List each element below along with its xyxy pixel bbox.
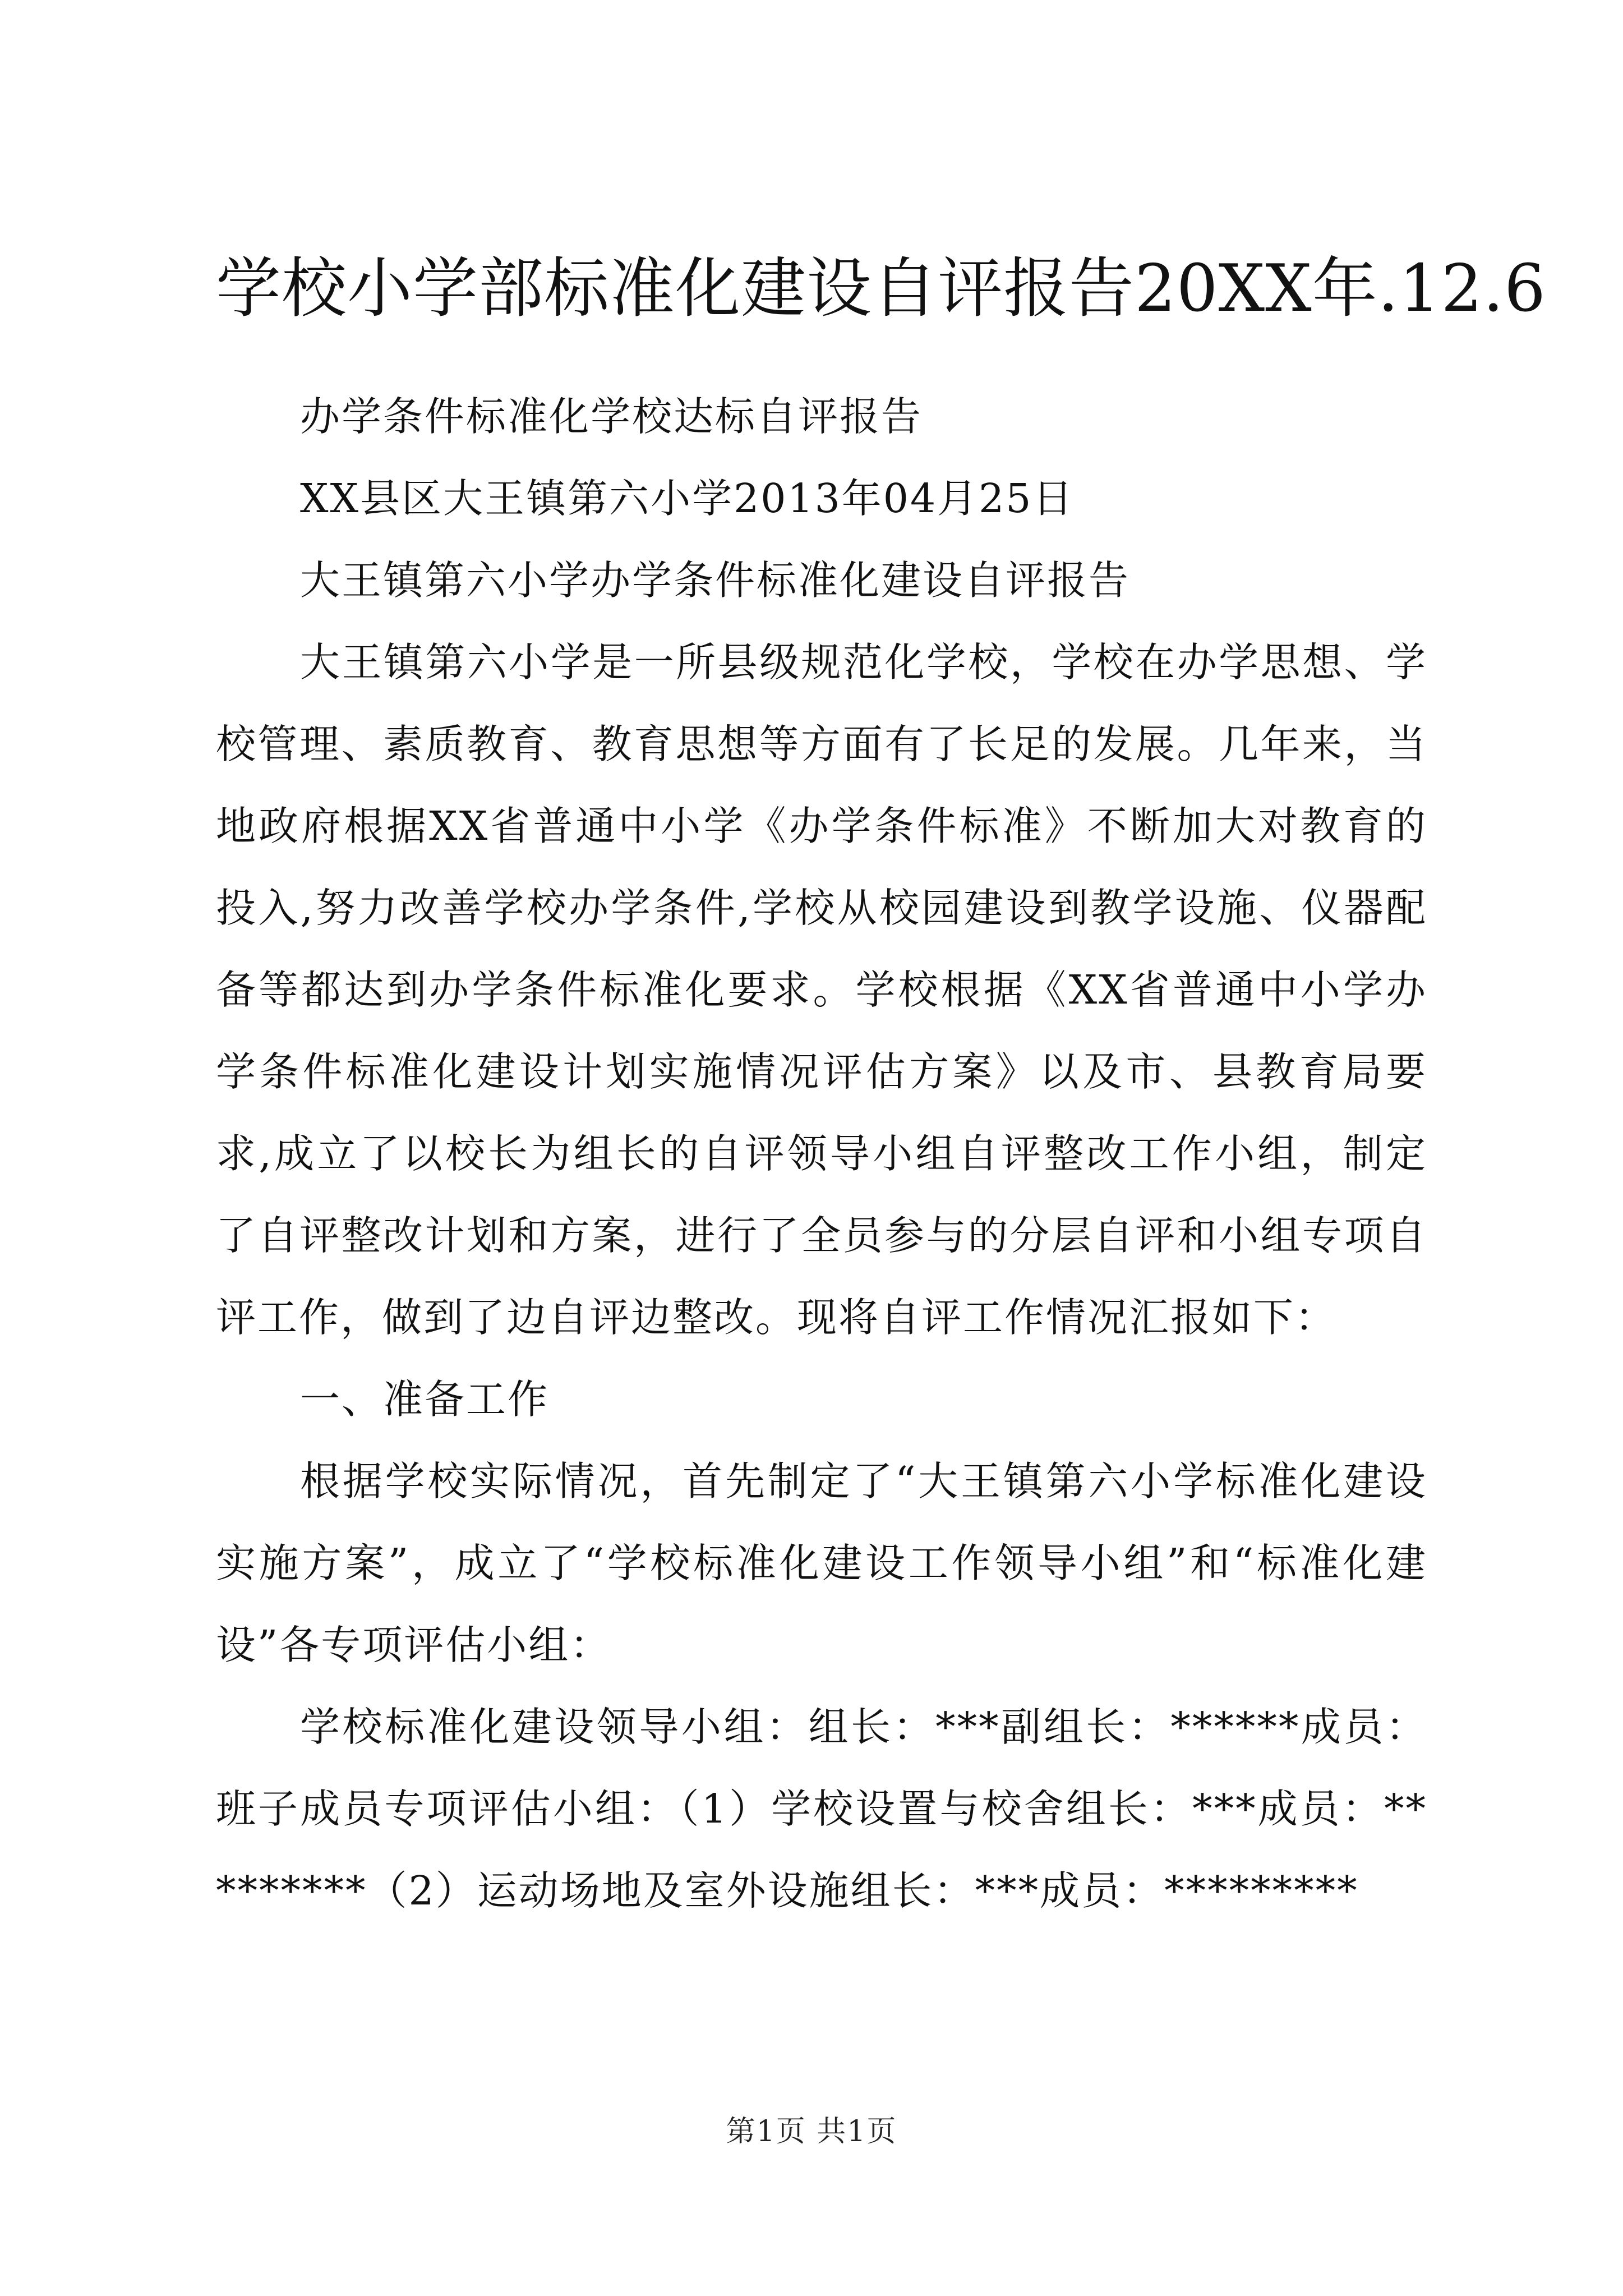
- paragraph-school-date: XX县区大王镇第六小学2013年04月25日: [300, 475, 1075, 522]
- paragraph-report-heading: 办学条件标准化学校达标自评报告: [300, 393, 923, 440]
- page-footer: 第1页 共1页: [726, 2115, 897, 2148]
- paragraph-groups: 学校标准化建设领导小组：组长：***副组长：******成员：班子成员专项评估小组：（1）学校设置与校舍组长：***成员：*********（2）运动场地及室外设施组长：***成员：*********: [216, 1704, 1427, 1914]
- paragraph-preparation: 根据学校实际情况，首先制定了“大王镇第六小学标准化建设实施方案”，成立了“学校标准化建设工作领导小组”和“标准化建设”各专项评估小组：: [216, 1458, 1427, 1668]
- document-body: [216, 376, 1427, 1932]
- document-title: 学校小学部标准化建设自评报告20XX年.12.6: [216, 251, 1546, 326]
- section-heading-preparation: 一、准备工作: [300, 1376, 550, 1423]
- paragraph-subtitle: 大王镇第六小学办学条件标准化建设自评报告: [300, 557, 1131, 604]
- paragraph-intro: 大王镇第六小学是一所县级规范化学校，学校在办学思想、学校管理、素质教育、教育思想等方面有了长足的发展。几年来，当地政府根据XX省普通中小学《办学条件标准》不断加大对教育的投入,努力改善学校办学条件,学校从校园建设到教学设施、仪器配备等都达到办学条件标准化要求。学校根据《XX省普通中小学办学条件标准化建设计划实施情况评估方案》以及市、县教育局要求,成立了以校长为组长的自评领导小组自评整改工作小组，制定了自评整改计划和方案，进行了全员参与的分层自评和小组专项自评工作，做到了边自评边整改。现将自评工作情况汇报如下：: [216, 639, 1427, 1341]
